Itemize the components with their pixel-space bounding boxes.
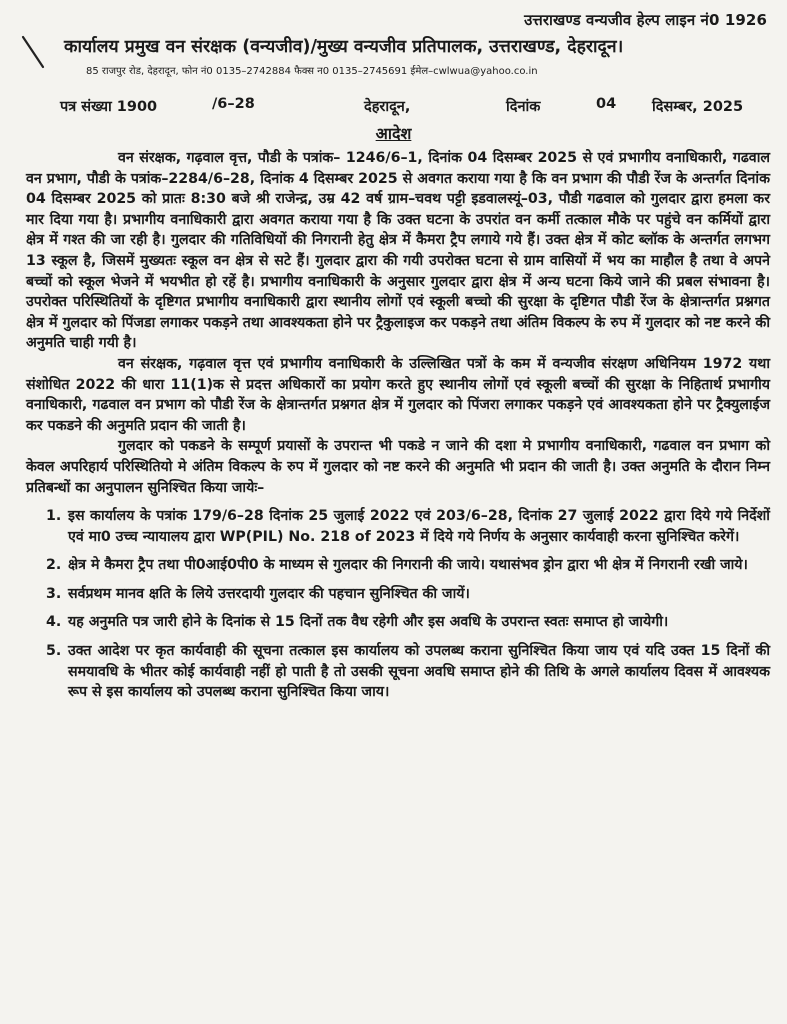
- letter-number: पत्र संख्या 1900: [60, 99, 158, 115]
- date-label: दिनांक: [506, 99, 541, 115]
- order-heading: आदेश: [375, 124, 412, 143]
- condition-text: यह अनुमति पत्र जारी होने के दिनांक से 15 दिनों तक वैध रहेगी और इस अवधि के उपरान्त स्वतः समाप्त हो जायेगी।: [68, 614, 669, 631]
- condition-item: [46, 612, 770, 633]
- letter-reference-row: [60, 96, 750, 118]
- condition-number: 4.: [46, 614, 62, 631]
- pen-mark-icon: [20, 34, 46, 70]
- condition-text: इस कार्यालय के पत्रांक 179/6–28 दिनांक 25 जुलाई 2022 एवं 203/6–28, दिनांक 27 जुलाई 2022 द्वारा दिये गये निर्देशों एवं मा0 उच्च न्यायालय द्वारा WP(PIL) No. 218 of 2023 में दिये गये निर्णय के अनुसार कार्यवाही करना सुनिश्चित करेगें।: [68, 508, 770, 545]
- condition-text: उक्त आदेश पर कृत कार्यवाही की सूचना तत्काल इस कार्यालय को उपलब्ध कराना सुनिश्चित किया जाय एवं यदि उक्त 15 दिनों की समयावधि के भीतर कोई कार्यवाही नहीं हो पाती है तो उसकी सूचना अवधि समाप्त होने की तिथि के अगले कार्यालय दिवस में आवश्यक रूप से इस कार्यालय को उपलब्ध कराना सुनिश्चित किया जाय।: [68, 643, 770, 701]
- condition-number: 3.: [46, 585, 62, 602]
- condition-item: [46, 506, 770, 547]
- paragraph-3: गुलदार को पकडने के सम्पूर्ण प्रयासों के उपरान्त भी पकडे न जाने की दशा मे प्रभागीय वनाधिकारी, गढवाल वन प्रभाग को केवल अपरिहार्य परिस्थितियो मे अंतिम विकल्प के रुप में गुलदार को नष्ट करने की अनुमति भी प्रदान की जाती है। उक्त अनुमति के दौरान निम्न प्रतिबन्धों का अनुपालन सुनिश्चित किया जायेः–: [26, 438, 770, 496]
- condition-number: 5.: [46, 643, 62, 660]
- letter-place: देहरादून,: [364, 99, 411, 115]
- conditions-list: [26, 506, 770, 703]
- date-day: 04: [596, 96, 617, 112]
- paragraph-1: वन संरक्षक, गढ़वाल वृत्त, पौडी के पत्रांक– 1246/6–1, दिनांक 04 दिसम्बर 2025 से एवं प्रभागीय वनाधिकारी, गढवाल वन प्रभाग, पौडी के पत्रांक–2284/6–28, दिनांक 4 दिसम्बर 2025 से अवगत कराया गया है कि वन प्रभाग की पौडी रेंज के अन्तर्गत दिनांक 04 दिसम्बर 2025 को प्रातः 8:30 बजे श्री राजेन्द्र, उम्र 42 वर्ष ग्राम–चवथ पट्टी इडवालस्यूं–03, पौडी गढवाल को गुलदार द्वारा हमला कर मार दिया गया है। प्रभागीय वनाधिकारी द्वारा अवगत कराया गया है कि उक्त घटना के उपरांत वन कर्मी तत्काल मौके पर पहुंचे वन कर्मियों द्वारा क्षेत्र में गश्त की जा रही है। गुलदार की गतिविधियों की निगरानी हेतु क्षेत्र में कैमरा ट्रैप लगाये गये हैं। उक्त क्षेत्र में कोट ब्लॉक के अन्तर्गत लगभग 13 स्कूल है, जिसमें मुख्यतः स्कूल वन क्षेत्र से सटे हैं। गुलदार द्वारा की गयी उपरोक्त घटना से ग्राम वासियों में भय का माहौल है तथा वे अपने बच्चों को स्कूल भेजने में भयभीत हो रहें है। प्रभागीय वनाधिकारी के अनुसार गुलदार द्वारा क्षेत्र में अन्य घटना किये जाने की प्रबल संभावना है। उपरोक्त परिस्थितियों के दृष्टिगत प्रभागीय वनाधिकारी द्वारा स्थानीय लोगों एवं स्कूली बच्चो की सुरक्षा के दृष्टिगत पौडी रेंज के क्षेत्रान्तर्गत प्रश्नगत क्षेत्र में गुलदार को पिंजडा लगाकर पकड़ने तथा आवश्यकता होने पर ट्रैकुलाइज कर पकड़ने तथा अंतिम विकल्प के रुप में गुलदार को नष्ट करने की अनुमति चाही गयी है।: [26, 150, 770, 352]
- date-month-year: दिसम्बर, 2025: [652, 99, 744, 115]
- condition-text: सर्वप्रथम मानव क्षति के लिये उत्तरदायी गुलदार की पहचान सुनिश्चित की जायें।: [68, 585, 470, 602]
- condition-item: [46, 641, 770, 703]
- office-address: 85 राजपुर रोड, देहरादून, फोन नं0 0135–2742884 फैक्स न0 0135–2745691 ईमेल–cwlwua@yahoo.co.in: [86, 66, 538, 77]
- condition-item: [46, 584, 770, 605]
- condition-item: [46, 555, 770, 576]
- condition-text: क्षेत्र मे कैमरा ट्रैप तथा पी0आई0पी0 के माध्यम से गुलदार की निगरानी की जाये। यथासंभव ड्रोन द्वारा भी क्षेत्र में निगरानी रखी जाये।: [68, 557, 748, 574]
- condition-number: 1.: [46, 508, 62, 525]
- paragraph-2: वन संरक्षक, गढ़वाल वृत्त एवं प्रभागीय वनाधिकारी के उल्लिखित पत्रों के कम में वन्यजीव संरक्षण अधिनियम 1972 यथा संशोधित 2022 की धारा 11(1)क से प्रदत्त अधिकारों का प्रयोग करते हुए स्थानीय लोगों एवं स्कूली बच्चों की सुरक्षा के निहितार्थ प्रभागीय वनाधिकारी, गढवाल वन प्रभाग को पौडी रेंज के क्षेत्रान्तर्गत प्रश्नगत क्षेत्र में गुलदार को पिंजरा लगाकर पकड़ने एवं आवश्यकता होने पर ट्रैक्युलाईज कर पकडने की अनुमति प्रदान की जाती है।: [26, 355, 770, 434]
- letter-number-suffix: /6–28: [212, 96, 255, 112]
- condition-number: 2.: [46, 557, 62, 574]
- helpline-number: उत्तराखण्ड वन्यजीव हेल्प लाइन नं0 1926: [524, 11, 767, 29]
- document-body: [26, 148, 770, 703]
- office-title: कार्यालय प्रमुख वन संरक्षक (वन्यजीव)/मुख्य वन्यजीव प्रतिपालक, उत्तराखण्ड, देहरादून।: [64, 37, 624, 57]
